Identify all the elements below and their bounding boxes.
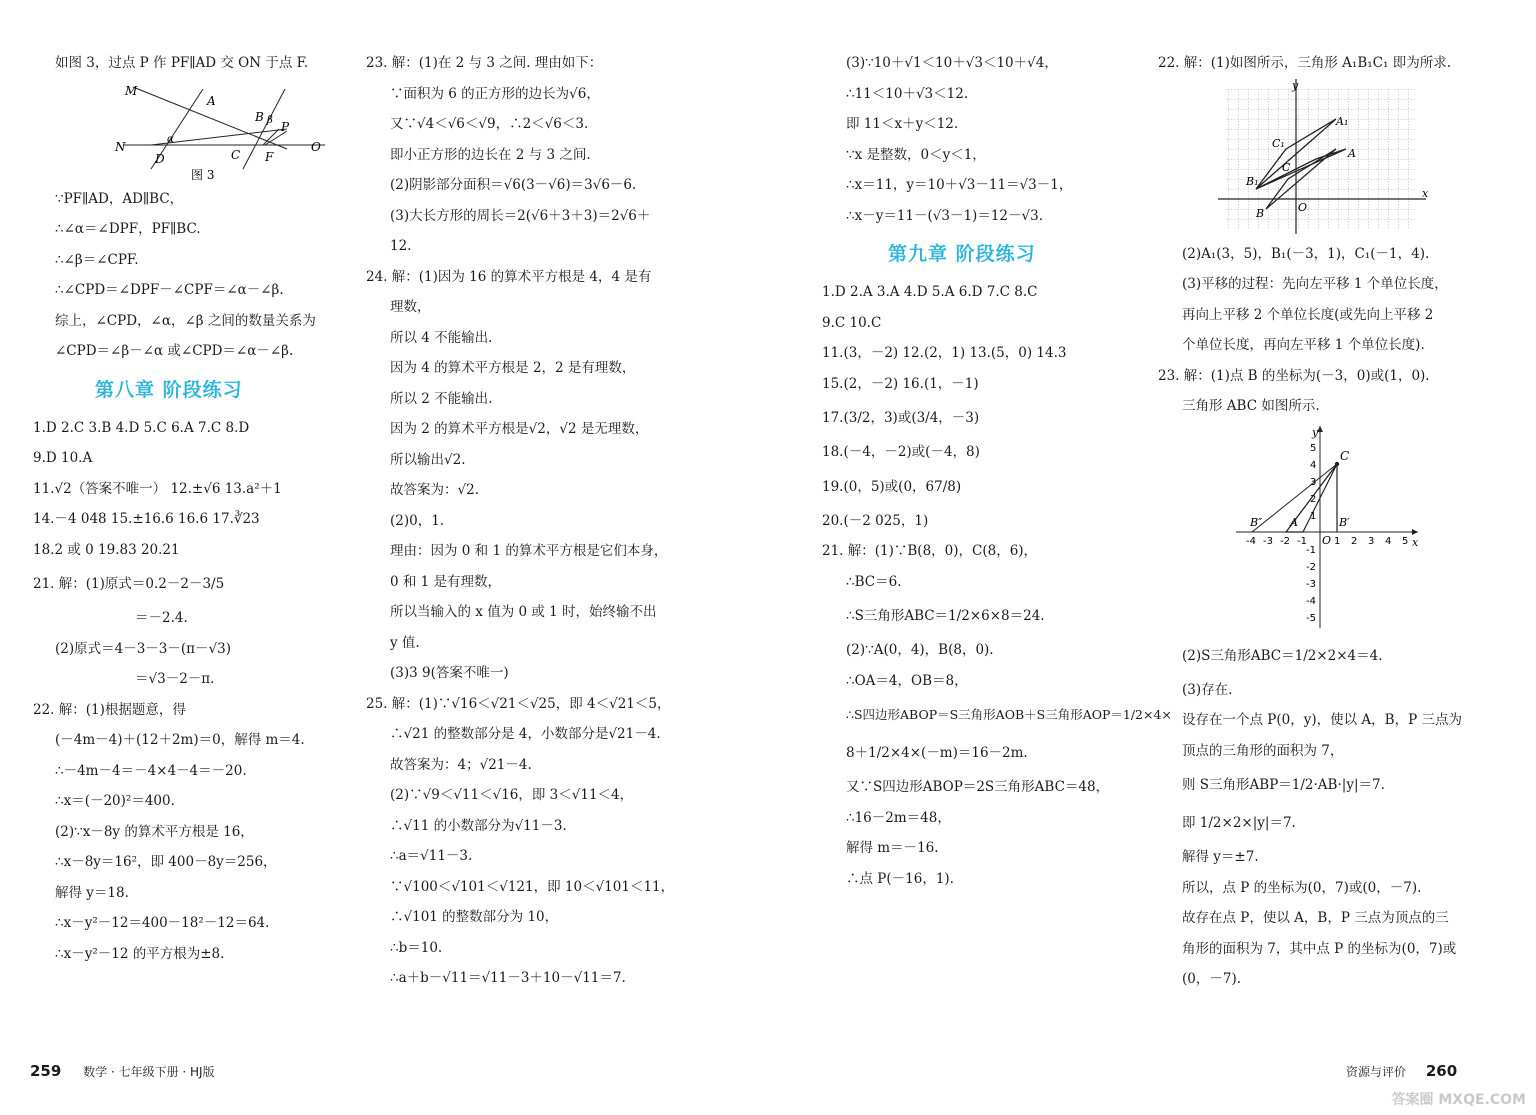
q22-intro: 22. 解：(1)如图所示，三角形 A₁B₁C₁ 即为所求.	[1158, 55, 1451, 71]
svg-text:B: B	[1256, 206, 1265, 220]
text-line: (2)阴影部分面积＝√6(3－√6)＝3√6－6.	[390, 177, 637, 193]
svg-text:2: 2	[1351, 535, 1358, 547]
svg-text:A: A	[1348, 146, 1356, 160]
text-line: 因为 2 的算术平方根是√2，√2 是无理数，	[390, 421, 649, 437]
answer-line: 1.D 2.A 3.A 4.D 5.A 6.D 7.C 8.C	[822, 284, 1038, 300]
text-line: 12.	[390, 238, 412, 254]
svg-text:y: y	[1312, 425, 1319, 439]
proof-line: ∴∠CPD＝∠DPF－∠CPF＝∠α－∠β.	[55, 282, 284, 298]
intro-line: 如图 3，过点 P 作 PF∥AD 交 ON 于点 F.	[55, 55, 309, 71]
q22-line: (2)A₁(3，5)，B₁(－3，1)，C₁(－1，4).	[1182, 245, 1430, 262]
text-line: 即 11＜x＋y＜12.	[846, 116, 959, 132]
q23-line: 解得 y＝±7.	[1182, 849, 1259, 865]
svg-text:B″: B″	[1250, 515, 1263, 529]
text-line: 25. 解：(1)∵√16＜√21＜√25，即 4＜√21＜5，	[366, 695, 671, 712]
svg-text:C: C	[231, 147, 241, 162]
svg-text:x: x	[1422, 186, 1429, 200]
book-title: 数学 · 七年级下册 · HJ版	[83, 1065, 215, 1079]
text-line: ∵面积为 6 的正方形的边长为√6，	[390, 85, 600, 102]
footer-right	[1346, 1062, 1457, 1080]
chapter-8-heading: 第八章 阶段练习	[95, 378, 243, 401]
svg-text:O: O	[311, 139, 321, 154]
q23-line: (2)S三角形ABC＝1/2×2×4＝4.	[1182, 647, 1383, 664]
answer-line: 17.(3/2，3)或(3/4，－3)	[822, 410, 980, 426]
answer-line: 18.2 或 0 19.83 20.21	[33, 541, 180, 558]
text-line: y 值.	[390, 634, 420, 651]
proof-line: ∴∠β＝∠CPF.	[55, 251, 139, 268]
q21-line: ∴点 P(－16，1).	[846, 870, 954, 887]
svg-text:x: x	[1412, 535, 1419, 549]
svg-text:D: D	[155, 151, 165, 166]
q21-line: ∴OA＝4，OB＝8，	[846, 672, 968, 689]
q23-line: 三角形 ABC 如图所示.	[1182, 398, 1320, 414]
q23-line: 23. 解：(1)点 B 的坐标为(－3，0)或(1，0).	[1158, 367, 1430, 384]
svg-text:5: 5	[1310, 442, 1317, 454]
q22-line: ∴x－8y＝16²，即 400－8y＝256，	[55, 854, 277, 870]
q22-line: (－4m－4)＋(12＋2m)＝0，解得 m＝4.	[55, 732, 305, 748]
svg-text:-1: -1	[1306, 544, 1316, 556]
text-line: ∴x＝11，y＝10＋√3－11＝√3－1，	[846, 177, 1073, 193]
text-line: ∴√21 的整数部分是 4，小数部分是√21－4.	[390, 726, 661, 742]
text-line: (3)∵10＋√1＜10＋√3＜10＋√4，	[846, 55, 1058, 71]
q21-line: ∴16－2m＝48，	[846, 809, 951, 826]
text-line: 所以 2 不能输出.	[390, 390, 493, 407]
svg-text:A₁: A₁	[1336, 114, 1349, 128]
answer-line: 11.(3，－2) 12.(2，1) 13.(5，0) 14.3	[822, 345, 1067, 361]
svg-text:-4: -4	[1306, 595, 1316, 607]
text-line: 24. 解：(1)因为 16 的算术平方根是 4，4 是有	[366, 268, 652, 285]
page-number-right: 260	[1425, 1062, 1458, 1080]
svg-text:β: β	[267, 114, 273, 126]
svg-text:C₁: C₁	[1272, 136, 1285, 150]
text-line: 又∵√4＜√6＜√9，∴2＜√6＜3.	[390, 116, 589, 132]
answer-line: 15.(2，－2) 16.(1，－1)	[822, 375, 979, 392]
text-line: (2)0，1.	[390, 512, 445, 529]
q22-line: ∴x－y²－12＝400－18²－12＝64.	[55, 915, 270, 931]
q22-line: (2)∵x－8y 的算术平方根是 16，	[55, 823, 254, 840]
svg-text:-3: -3	[1263, 535, 1273, 547]
svg-text:y: y	[1292, 78, 1299, 92]
text-line: ∴a＋b－√11＝√11－3＋10－√11＝7.	[390, 970, 626, 986]
svg-text:-2: -2	[1280, 535, 1290, 547]
text-line: ∴11＜10＋√3＜12.	[846, 85, 969, 102]
svg-text:B₁: B₁	[1246, 174, 1259, 188]
q21-line: 8＋1/2×4×(－m)＝16－2m.	[846, 745, 1028, 761]
q22-line: 个单位长度，再向左平移 1 个单位长度).	[1182, 337, 1425, 353]
text-line: 理由：因为 0 和 1 的算术平方根是它们本身，	[390, 543, 668, 559]
proof-line: ∠CPD＝∠β－∠α 或∠CPD＝∠α－∠β.	[55, 343, 294, 359]
q21-line: ＝√3－2－π.	[135, 671, 215, 687]
text-line: 故答案为：4；√21－4.	[390, 756, 532, 773]
q21-line: (2)∵A(0，4)，B(8，0).	[846, 642, 994, 658]
svg-text:1: 1	[1310, 510, 1317, 522]
svg-text:4: 4	[1310, 459, 1317, 471]
svg-text:-4: -4	[1246, 535, 1256, 547]
svg-text:M: M	[125, 83, 138, 98]
q21-line: ∴BC＝6.	[846, 573, 902, 590]
coordinate-figure	[1230, 422, 1430, 637]
footer-left	[30, 1062, 215, 1080]
answer-line: 18.(－4，－2)或(－4，8)	[822, 444, 980, 460]
text-line: 23. 解：(1)在 2 与 3 之间. 理由如下：	[366, 55, 603, 71]
text-line: 因为 4 的算术平方根是 2，2 是有理数，	[390, 360, 636, 376]
text-line: 所以当输入的 x 值为 0 或 1 时，始终输不出	[390, 604, 657, 620]
answer-line: 11.√2（答案不唯一） 12.±√6 13.a²＋1	[33, 480, 282, 497]
answer-line: 1.D 2.C 3.B 4.D 5.C 6.A 7.C 8.D	[33, 419, 250, 436]
q23-line: 顶点的三角形的面积为 7，	[1182, 742, 1344, 759]
q22-line: (3)平移的过程：先向左平移 1 个单位长度，	[1182, 276, 1448, 292]
page-number-left: 259	[30, 1062, 62, 1080]
q21-line: ∴S三角形ABC＝1/2×6×8＝24.	[846, 608, 1045, 624]
answer-line: 19.(0，5)或(0，67/8)	[822, 478, 962, 495]
q22-line: ∴x＝(－20)²＝400.	[55, 793, 175, 809]
q23-line: 故存在点 P，使以 A，B，P 三点为顶点的三	[1182, 910, 1449, 926]
grid-figure	[1218, 79, 1438, 239]
svg-text:4: 4	[1385, 535, 1392, 547]
text-line: ∴b＝10.	[390, 939, 443, 956]
text-line: ∵√100＜√101＜√121，即 10＜√101＜11，	[390, 878, 675, 895]
svg-text:-5: -5	[1306, 612, 1316, 624]
q21-line: (2)原式＝4－3－3－(π－√3)	[55, 640, 231, 657]
watermark: 答案圈 MXQE.COM	[1391, 1092, 1526, 1108]
q21-line: 又∵S四边形ABOP＝2S三角形ABC＝48，	[846, 779, 1110, 795]
svg-text:C: C	[1340, 448, 1350, 463]
svg-text:-2: -2	[1306, 561, 1316, 573]
text-line: 所以 4 不能输出.	[390, 329, 493, 346]
q21-line: ＝－2.4.	[135, 610, 188, 626]
svg-text:B: B	[255, 109, 264, 124]
svg-text:3: 3	[1368, 535, 1375, 547]
q23-line: 即 1/2×2×|y|＝7.	[1182, 815, 1296, 831]
svg-text:-3: -3	[1306, 578, 1316, 590]
text-line: (2)∵√9＜√11＜√16，即 3＜√11＜4，	[390, 787, 634, 803]
proof-line: ∵PF∥AD，AD∥BC，	[55, 190, 184, 207]
column-3	[822, 48, 1172, 894]
svg-text:O: O	[1322, 533, 1332, 547]
q22-line: 再向上平移 2 个单位长度(或先向上平移 2	[1182, 306, 1434, 323]
text-line: ∴a＝√11－3.	[390, 848, 473, 864]
q22-line: ∴x－y²－12 的平方根为±8.	[55, 945, 225, 962]
q22-line: ∴－4m－4＝－4×4－4＝－20.	[55, 762, 247, 779]
q23-line: 所以，点 P 的坐标为(0，7)或(0，－7).	[1182, 879, 1422, 896]
q21-line: 21. 解：(1)原式＝0.2－2－3/5	[33, 576, 225, 592]
svg-text:B′: B′	[1339, 515, 1350, 529]
proof-line: 综上，∠CPD，∠α，∠β 之间的数量关系为	[55, 312, 316, 329]
svg-text:3: 3	[1310, 476, 1317, 488]
proof-line: ∴∠α＝∠DPF，PF∥BC.	[55, 221, 201, 237]
q23-line: (3)存在.	[1182, 681, 1233, 698]
svg-text:-1: -1	[1297, 535, 1307, 547]
text-line: 故答案为：√2.	[390, 482, 479, 498]
text-line: ∵x 是整数，0＜y＜1，	[846, 146, 986, 163]
q21-line: 21. 解：(1)∵B(8，0)，C(8，6)，	[822, 543, 1038, 559]
svg-text:A: A	[207, 93, 216, 108]
svg-text:P: P	[281, 119, 290, 134]
svg-text:1: 1	[1334, 535, 1341, 547]
svg-text:C: C	[1282, 160, 1291, 174]
column-4	[1158, 48, 1478, 995]
answer-line: 20.(－2 025，1)	[822, 512, 929, 529]
svg-text:N: N	[115, 139, 126, 154]
answer-line: 14.－4 048 15.±16.6 16.6 17.∛23	[33, 511, 260, 527]
q23-line: 角形的面积为 7，其中点 P 的坐标为(0，7)或	[1182, 940, 1457, 957]
svg-text:α: α	[167, 133, 174, 145]
svg-text:5: 5	[1402, 535, 1409, 547]
text-line: (3)大长方形的周长＝2(√6＋3＋3)＝2√6＋	[390, 207, 651, 224]
answer-line: 9.C 10.C	[822, 314, 882, 331]
q22-line: 解得 y＝18.	[55, 884, 129, 901]
series-title: 资源与评价	[1346, 1065, 1407, 1079]
column-1	[33, 48, 355, 969]
text-line: (3)3 9(答案不唯一)	[390, 665, 509, 681]
text-line: 0 和 1 是有理数，	[390, 573, 502, 590]
text-line: 所以输出√2.	[390, 451, 466, 468]
q22-line: 22. 解：(1)根据题意，得	[33, 701, 186, 718]
svg-text:O: O	[1298, 200, 1308, 214]
q23-line: 则 S三角形ABP＝1/2·AB·|y|＝7.	[1182, 777, 1385, 793]
q21-line: ∴S四边形ABOP＝S三角形AOB＋S三角形AOP＝1/2×4×	[846, 707, 1172, 722]
svg-text:F: F	[265, 149, 274, 164]
chapter-9-heading: 第九章 阶段练习	[888, 243, 1036, 265]
q23-line: (0，－7).	[1182, 971, 1242, 987]
text-line: ∴x－y＝11－(√3－1)＝12－√3.	[846, 207, 1043, 224]
q23-line: 设存在一个点 P(0，y)，使以 A，B，P 三点为	[1182, 712, 1462, 728]
text-line: ∴√101 的整数部分为 10，	[390, 909, 559, 925]
q21-line: 解得 m＝－16.	[846, 840, 939, 856]
text-line: 理数，	[390, 299, 431, 315]
column-2	[366, 48, 686, 994]
answer-line: 9.D 10.A	[33, 450, 93, 466]
text-line: ∴√11 的小数部分为√11－3.	[390, 817, 567, 834]
svg-text:图 3: 图 3	[191, 167, 215, 182]
figure-3	[115, 79, 321, 184]
svg-text:A: A	[1290, 515, 1298, 529]
text-line: 即小正方形的边长在 2 与 3 之间.	[390, 146, 591, 163]
svg-text:2: 2	[1310, 493, 1317, 505]
